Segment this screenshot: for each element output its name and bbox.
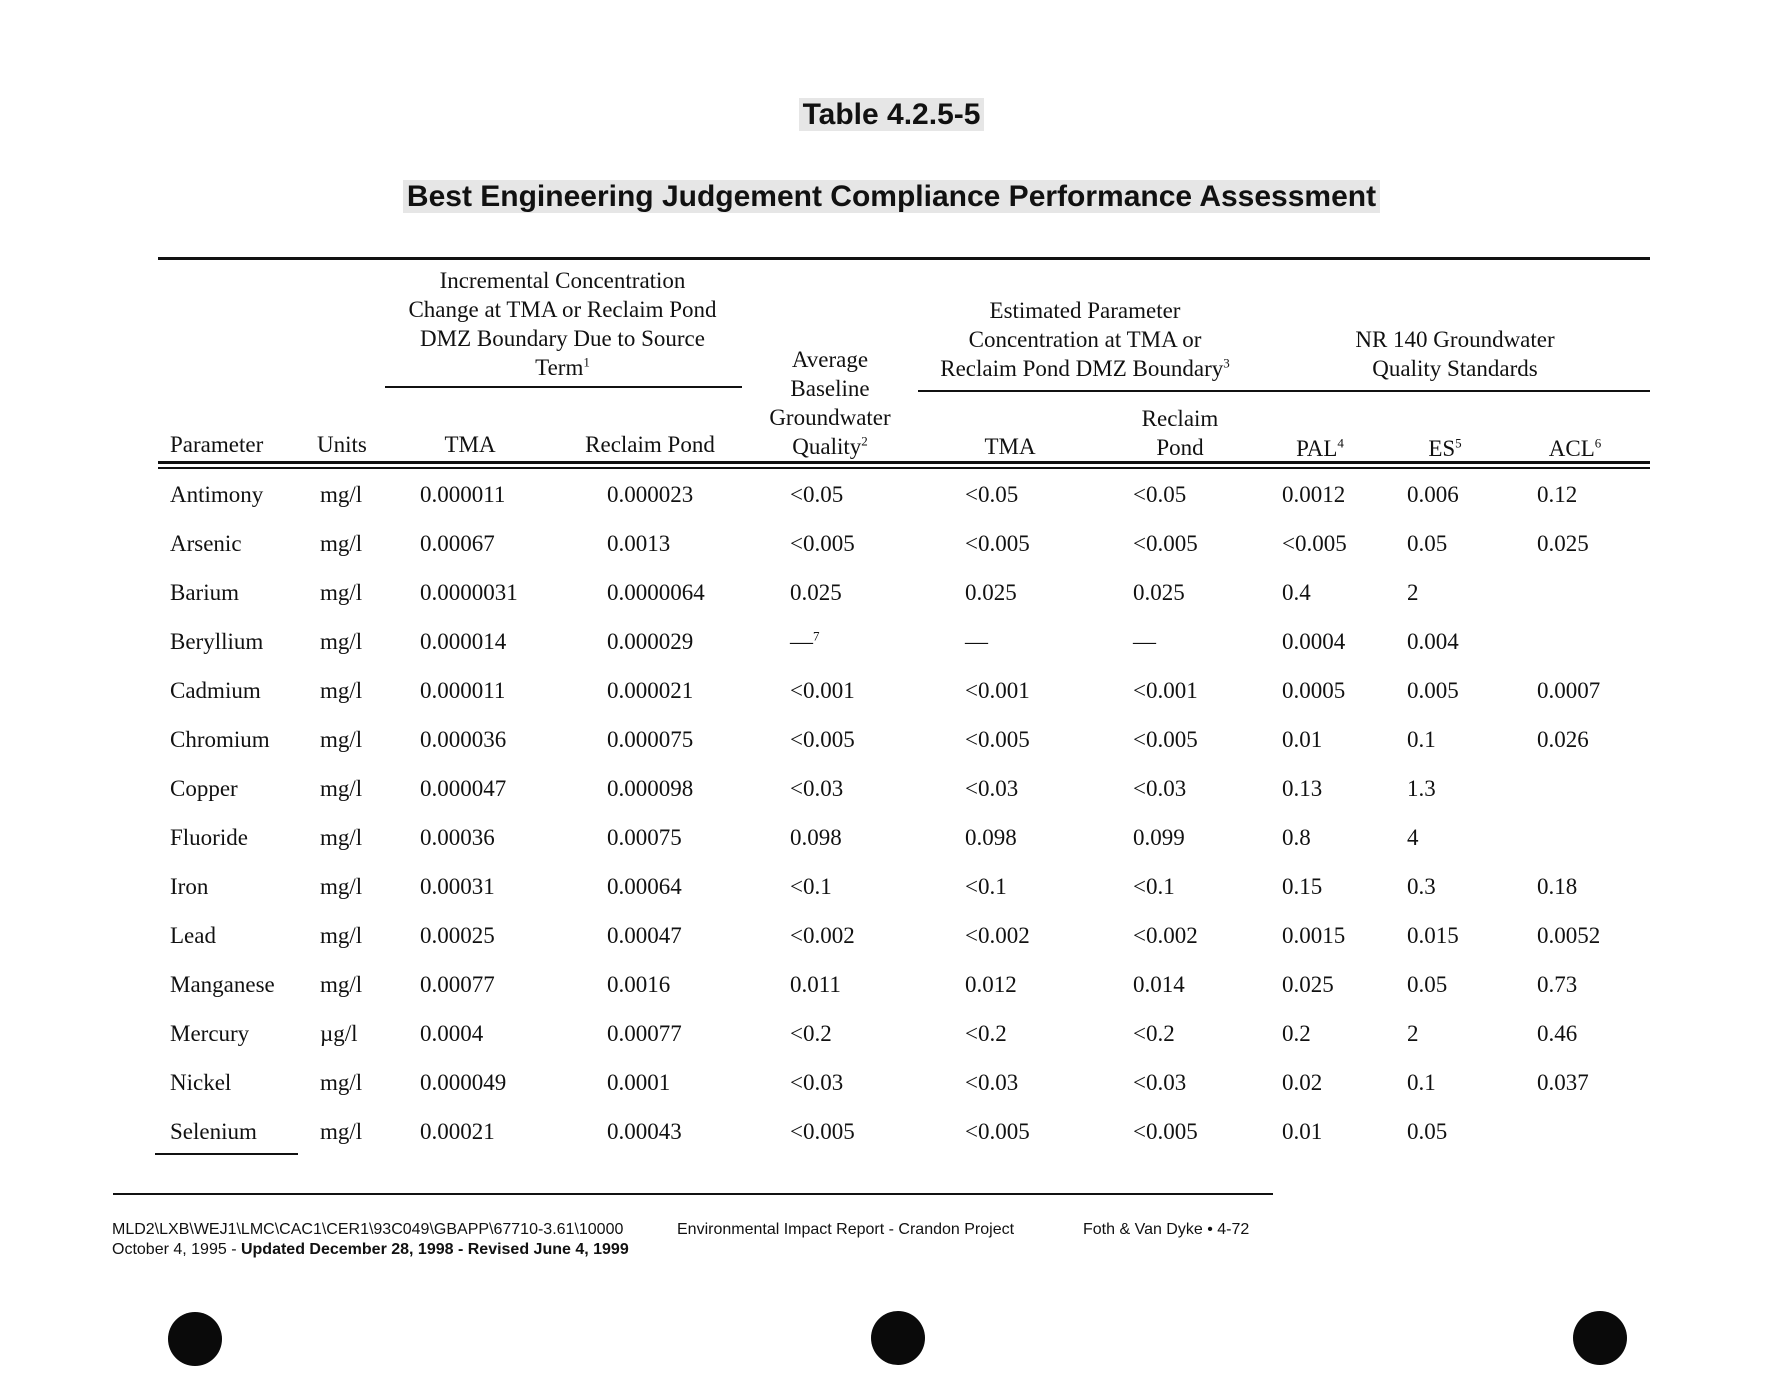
cell-pal: 0.8	[1282, 825, 1311, 850]
cell-units: mg/l	[320, 629, 363, 654]
header-est-reclaim: Reclaim Pond	[1141, 406, 1219, 460]
cell-est-reclaim: <0.005	[1133, 727, 1198, 752]
header-parameter: Parameter	[170, 432, 264, 457]
cell-acl: 0.12	[1537, 482, 1578, 507]
cell-inc-tma: 0.00031	[420, 874, 495, 899]
cell-parameter: Copper	[170, 776, 238, 801]
cell-est-reclaim: <0.03	[1133, 776, 1187, 801]
cell-est-tma: 0.012	[965, 972, 1017, 997]
cell-es: 0.05	[1407, 531, 1448, 556]
header-est-tma: TMA	[984, 434, 1036, 459]
cell-baseline: <0.03	[790, 1070, 844, 1095]
cell-es: 0.004	[1407, 629, 1459, 654]
cell-est-reclaim: <0.05	[1133, 482, 1187, 507]
cell-inc-tma: 0.000011	[420, 678, 506, 703]
cell-es: 0.005	[1407, 678, 1459, 703]
cell-parameter: Beryllium	[170, 629, 264, 654]
incremental-group-rule	[385, 386, 742, 388]
cell-est-tma: <0.005	[965, 531, 1030, 556]
cell-acl: 0.025	[1537, 531, 1589, 556]
cell-inc-reclaim: 0.0001	[607, 1070, 671, 1095]
cell-baseline: <0.2	[790, 1021, 832, 1046]
cell-inc-tma: 0.00025	[420, 923, 495, 948]
cell-baseline: <0.05	[790, 482, 844, 507]
cell-est-tma: <0.05	[965, 482, 1019, 507]
cell-est-reclaim: —	[1133, 629, 1156, 654]
footer-report: Environmental Impact Report - Crandon Project	[677, 1221, 1015, 1238]
cell-est-tma: <0.03	[965, 1070, 1019, 1095]
cell-parameter: Cadmium	[170, 678, 261, 703]
cell-es: 0.015	[1407, 923, 1459, 948]
cell-es: 1.3	[1407, 776, 1436, 801]
cell-inc-tma: 0.00021	[420, 1119, 495, 1144]
cell-pal: <0.005	[1282, 531, 1347, 556]
cell-est-tma: <0.005	[965, 1119, 1030, 1144]
cell-acl: 0.46	[1537, 1021, 1578, 1046]
cell-parameter: Nickel	[170, 1070, 232, 1095]
cell-baseline: 0.098	[790, 825, 842, 850]
cell-est-tma: 0.025	[965, 580, 1017, 605]
header-es: $ES^5$	[1428, 435, 1462, 461]
cell-baseline: <0.005	[790, 531, 855, 556]
cell-inc-tma: 0.000011	[420, 482, 506, 507]
header-rule-second	[158, 467, 1650, 469]
cell-pal: 0.15	[1282, 874, 1323, 899]
footer-company: Foth & Van Dyke • 4-72	[1083, 1221, 1250, 1238]
cell-units: mg/l	[320, 1070, 363, 1095]
punch-hole-right	[1573, 1311, 1627, 1365]
cell-units: mg/l	[320, 776, 363, 801]
cell-acl: 0.037	[1537, 1070, 1589, 1095]
cell-est-tma: <0.2	[965, 1021, 1007, 1046]
cell-es: 2	[1407, 1021, 1419, 1046]
cell-units: mg/l	[320, 923, 363, 948]
cell-inc-reclaim: 0.00064	[607, 874, 682, 899]
cell-es: 4	[1407, 825, 1419, 850]
header-pal: PAL$^4$	[1296, 435, 1344, 461]
table-subtitle: Best Engineering Judgement Compliance Performance Assessment	[0, 180, 1783, 214]
cell-inc-tma: 0.000047	[420, 776, 507, 801]
header-estimated-parameter: Estimated Parameter Concentration at TMA or Reclaim Pond DMZ Boundary$^3$	[940, 298, 1230, 381]
cell-baseline: 0.011	[790, 972, 841, 997]
estimated-group-rule	[918, 390, 1650, 392]
cell-parameter: Chromium	[170, 727, 270, 752]
cell-pal: 0.0012	[1282, 482, 1346, 507]
cell-acl: 0.18	[1537, 874, 1578, 899]
cell-parameter: Barium	[170, 580, 239, 605]
header-nr140-standards: NR 140 Groundwater Quality Standards	[1355, 327, 1555, 381]
cell-est-tma: —	[965, 629, 988, 654]
cell-inc-tma: 0.000036	[420, 727, 507, 752]
cell-pal: 0.02	[1282, 1070, 1323, 1095]
top-rule	[158, 257, 1650, 260]
cell-est-reclaim: 0.014	[1133, 972, 1185, 997]
header-rule	[158, 461, 1650, 464]
cell-est-tma: 0.098	[965, 825, 1017, 850]
cell-baseline: <0.03	[790, 776, 844, 801]
cell-baseline: <0.002	[790, 923, 855, 948]
cell-est-tma: <0.1	[965, 874, 1007, 899]
cell-acl: 0.73	[1537, 972, 1578, 997]
cell-parameter: Arsenic	[170, 531, 242, 556]
cell-est-tma: <0.005	[965, 727, 1030, 752]
cell-inc-reclaim: 0.0016	[607, 972, 671, 997]
cell-baseline: —$^7$	[790, 628, 820, 654]
cell-inc-tma: 0.000014	[420, 629, 507, 654]
footer-date-original: October 4, 1995 -	[112, 1241, 241, 1258]
cell-units: mg/l	[320, 482, 363, 507]
cell-pal: 0.4	[1282, 580, 1311, 605]
cell-units: mg/l	[320, 580, 363, 605]
cell-units: mg/l	[320, 825, 363, 850]
cell-pal: 0.0005	[1282, 678, 1346, 703]
cell-est-tma: <0.002	[965, 923, 1030, 948]
cell-units: mg/l	[320, 727, 363, 752]
cell-acl: 0.0052	[1537, 923, 1601, 948]
cell-est-reclaim: <0.1	[1133, 874, 1175, 899]
header-incremental-concentration: Incremental Concentration Change at TMA or Reclaim Pond DMZ Boundary Due to Source Term$^1$	[408, 268, 717, 380]
cell-inc-tma: 0.0000031	[420, 580, 518, 605]
cell-inc-reclaim: 0.00075	[607, 825, 682, 850]
cell-es: 0.3	[1407, 874, 1436, 899]
header-baseline-quality: Average Baseline Groundwater Quality$^2$	[769, 347, 891, 459]
cell-inc-reclaim: 0.0013	[607, 531, 671, 556]
cell-parameter: Fluoride	[170, 825, 248, 850]
cell-est-tma: <0.001	[965, 678, 1030, 703]
cell-acl: 0.0007	[1537, 678, 1601, 703]
cell-est-reclaim: 0.099	[1133, 825, 1185, 850]
cell-es: 0.05	[1407, 972, 1448, 997]
cell-pal: 0.025	[1282, 972, 1334, 997]
cell-units: µg/l	[320, 1021, 358, 1046]
cell-inc-reclaim: 0.0000064	[607, 580, 705, 605]
cell-baseline: <0.005	[790, 727, 855, 752]
cell-pal: 0.0015	[1282, 923, 1346, 948]
header-inc-reclaim: Reclaim Pond	[585, 432, 715, 457]
cell-parameter: Manganese	[170, 972, 275, 997]
cell-inc-reclaim: 0.000023	[607, 482, 694, 507]
cell-inc-tma: 0.00077	[420, 972, 495, 997]
cell-inc-tma: 0.00067	[420, 531, 495, 556]
cell-inc-tma: 0.0004	[420, 1021, 484, 1046]
cell-est-tma: <0.03	[965, 776, 1019, 801]
cell-baseline: <0.005	[790, 1119, 855, 1144]
cell-parameter: Selenium	[170, 1119, 257, 1144]
cell-es: 0.05	[1407, 1119, 1448, 1144]
cell-inc-tma: 0.00036	[420, 825, 495, 850]
footer-date	[112, 1240, 629, 1260]
cell-parameter: Antimony	[170, 482, 264, 507]
cell-es: 0.006	[1407, 482, 1459, 507]
cell-est-reclaim: <0.002	[1133, 923, 1198, 948]
cell-pal: 0.0004	[1282, 629, 1346, 654]
cell-units: mg/l	[320, 531, 363, 556]
cell-inc-reclaim: 0.000098	[607, 776, 694, 801]
cell-inc-reclaim: 0.000075	[607, 727, 694, 752]
footer-revisions: Updated December 28, 1998 - Revised June 4, 1999	[240, 1241, 629, 1258]
cell-units: mg/l	[320, 678, 363, 703]
cell-pal: 0.01	[1282, 1119, 1323, 1144]
cell-est-reclaim: 0.025	[1133, 580, 1185, 605]
header-inc-tma: TMA	[444, 432, 496, 457]
last-row-rule	[155, 1153, 298, 1155]
cell-es: 0.1	[1407, 727, 1436, 752]
cell-inc-reclaim: 0.00043	[607, 1119, 682, 1144]
cell-units: mg/l	[320, 1119, 363, 1144]
cell-pal: 0.13	[1282, 776, 1323, 801]
cell-parameter: Mercury	[170, 1021, 250, 1046]
cell-est-reclaim: <0.2	[1133, 1021, 1175, 1046]
cell-es: 0.1	[1407, 1070, 1436, 1095]
cell-baseline: <0.1	[790, 874, 832, 899]
footer-path: MLD2\LXB\WEJ1\LMC\CAC1\CER1\93C049\GBAPP\67710-3.61\10000	[112, 1221, 624, 1238]
cell-baseline: 0.025	[790, 580, 842, 605]
cell-inc-reclaim: 0.000021	[607, 678, 694, 703]
cell-inc-reclaim: 0.00077	[607, 1021, 682, 1046]
cell-inc-reclaim: 0.00047	[607, 923, 682, 948]
cell-est-reclaim: <0.03	[1133, 1070, 1187, 1095]
cell-units: mg/l	[320, 972, 363, 997]
cell-acl: 0.026	[1537, 727, 1589, 752]
cell-es: 2	[1407, 580, 1419, 605]
cell-parameter: Iron	[170, 874, 209, 899]
footer-rule	[113, 1193, 1273, 1195]
cell-baseline: <0.001	[790, 678, 855, 703]
cell-inc-reclaim: 0.000029	[607, 629, 694, 654]
header-units: Units	[317, 432, 367, 457]
cell-pal: 0.2	[1282, 1021, 1311, 1046]
cell-pal: 0.01	[1282, 727, 1323, 752]
cell-parameter: Lead	[170, 923, 216, 948]
cell-units: mg/l	[320, 874, 363, 899]
punch-hole-left	[168, 1312, 222, 1366]
table-title: Table 4.2.5-5	[0, 98, 1783, 132]
punch-hole-center	[871, 1311, 925, 1365]
cell-est-reclaim: <0.001	[1133, 678, 1198, 703]
cell-inc-tma: 0.000049	[420, 1070, 507, 1095]
cell-est-reclaim: <0.005	[1133, 531, 1198, 556]
header-acl: ACL$^6$	[1548, 435, 1602, 461]
cell-est-reclaim: <0.005	[1133, 1119, 1198, 1144]
